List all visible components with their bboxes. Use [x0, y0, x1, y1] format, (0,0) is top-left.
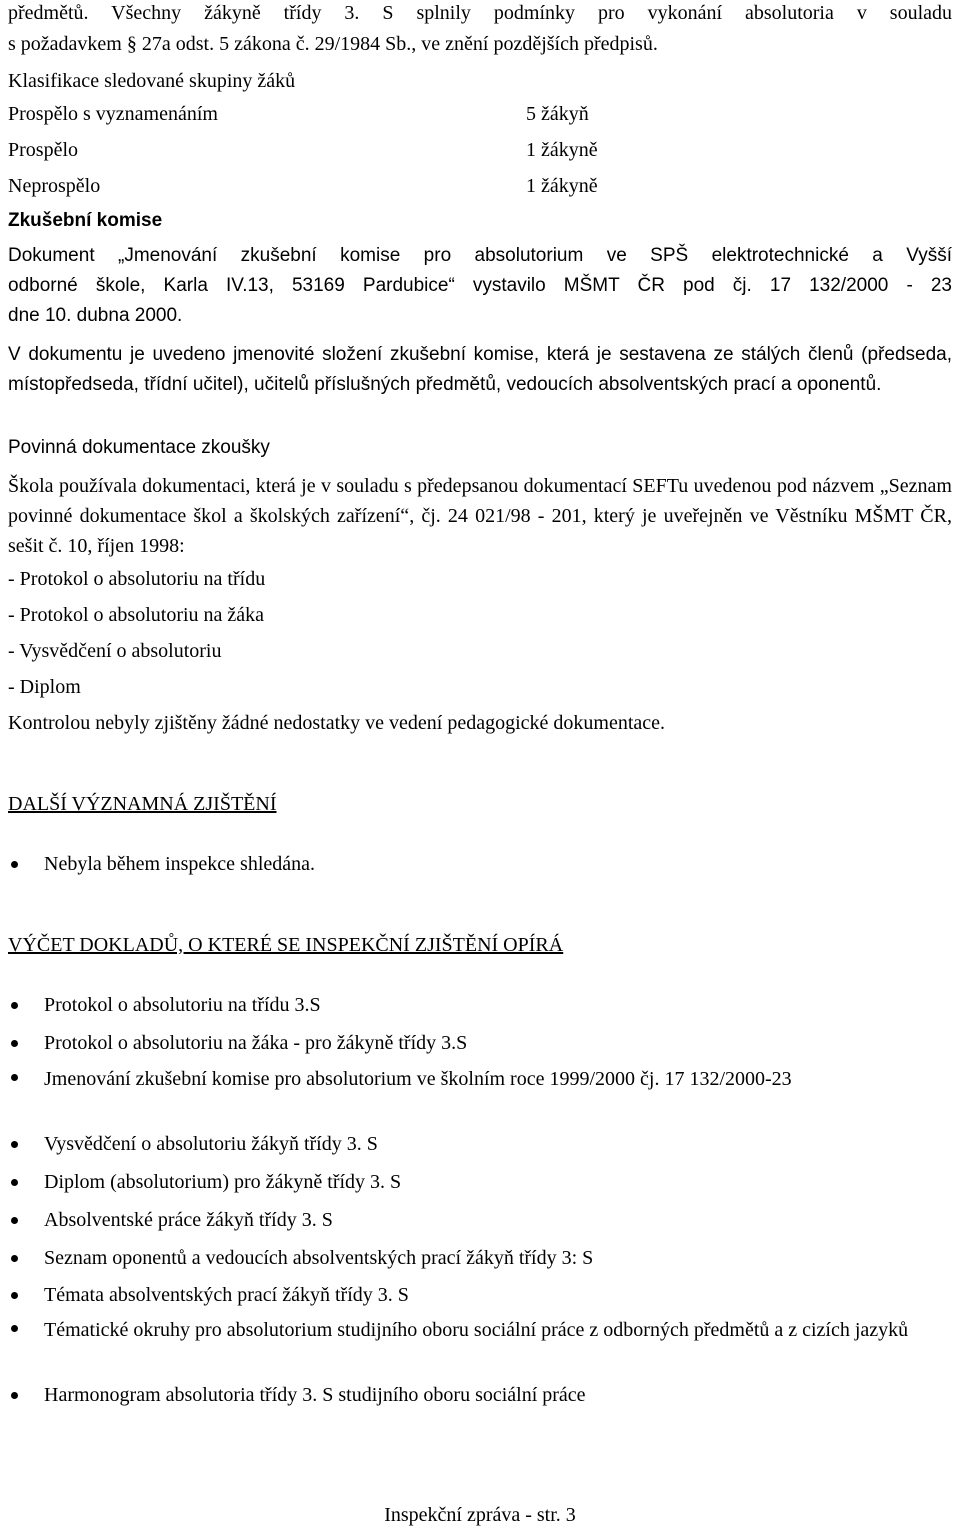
- classification-row: [8, 138, 952, 162]
- commission-line: odborné škole, Karla IV.13, 53169 Pardubice“ vystavilo MŠMT ČR pod čj. 17 132/2000 - 23: [8, 275, 952, 296]
- classification-row: [8, 102, 952, 126]
- classification-label: Prospělo: [8, 139, 78, 161]
- commission-heading: Zkušební komise: [8, 210, 163, 231]
- document-page: [8, 0, 952, 1532]
- commission-line: dne 10. dubna 2000.: [8, 305, 183, 326]
- evidence-list: [8, 993, 952, 1421]
- documentation-item: - Protokol o absolutoriu na žáka: [8, 604, 265, 626]
- evidence-item: Diplom (absolutorium) pro žákyně třídy 3. S: [8, 1170, 952, 1208]
- commission-line: Dokument „Jmenování zkušební komise pro absolutorium ve SPŠ elektrotechnické a Vyšší: [8, 245, 952, 266]
- evidence-item: Témata absolventských prací žákyň třídy 3. S: [8, 1283, 952, 1320]
- evidence-item: Tématické okruhy pro absolutorium studijního oboru sociální práce z odborných předmětů a z cizích jazyků: [8, 1316, 952, 1383]
- evidence-heading: VÝČET DOKLADŮ, O KTERÉ SE INSPEKČNÍ ZJIŠTĚNÍ OPÍRÁ: [8, 934, 564, 956]
- documentation-item: - Protokol o absolutoriu na třídu: [8, 568, 266, 590]
- documentation-heading: Povinná dokumentace zkoušky: [8, 437, 270, 458]
- documentation-item: - Diplom: [8, 676, 81, 698]
- documentation-text: Škola používala dokumentaci, která je v souladu s předepsanou dokumentací SEFTu uvedenou pod názvem „Seznam povinné dokumentace škol a školských zařízení“, čj. 24 021/98 - 201, který je uveřejněn ve Věstníku MŠMT ČR, sešit č. 10, říjen 1998:: [8, 475, 952, 557]
- commission-composition: V dokumentu je uvedeno jmenovité složení zkušební komise, která je sestavena ze stálých členů (předseda, místopředseda, třídní učitel), učitelů příslušných předmětů, vedoucích absolventských prací a oponentů.: [8, 344, 952, 395]
- documentation-conclusion: Kontrolou nebyly zjištěny žádné nedostatky ve vedení pedagogické dokumentace.: [8, 712, 666, 734]
- findings-heading: DALŠÍ VÝZNAMNÁ ZJIŠTĚNÍ: [8, 793, 277, 815]
- evidence-item: Absolventské práce žákyň třídy 3. S: [8, 1208, 952, 1246]
- evidence-item: Jmenování zkušební komise pro absolutorium ve školním roce 1999/2000 čj. 17 132/2000-23: [8, 1065, 952, 1132]
- documentation-item: - Vysvědčení o absolutoriu: [8, 640, 222, 662]
- intro-line-1: předmětů. Všechny žákyně třídy 3. S splnily podmínky pro vykonání absolutoria v souladu: [8, 2, 952, 24]
- classification-heading: Klasifikace sledované skupiny žáků: [8, 70, 296, 92]
- classification-value: 1 žákyně: [526, 139, 598, 161]
- evidence-item: Harmonogram absolutoria třídy 3. S studijního oboru sociální práce: [8, 1383, 952, 1421]
- classification-label: Prospělo s vyznamenáním: [8, 103, 218, 125]
- classification-label: Neprospělo: [8, 175, 101, 197]
- page-footer: Inspekční zpráva - str. 3: [384, 1504, 576, 1526]
- evidence-item: Seznam oponentů a vedoucích absolventských prací žákyň třídy 3: S: [8, 1246, 952, 1283]
- classification-value: 1 žákyně: [526, 175, 598, 197]
- classification-value: 5 žákyň: [526, 103, 589, 125]
- findings-item: Nebyla během inspekce shledána.: [8, 852, 952, 876]
- classification-row: [8, 174, 952, 198]
- evidence-item: Vysvědčení o absolutoriu žákyň třídy 3. S: [8, 1132, 952, 1170]
- intro-line-2: s požadavkem § 27a odst. 5 zákona č. 29/1984 Sb., ve znění pozdějších předpisů.: [8, 33, 658, 55]
- evidence-item: Protokol o absolutoriu na žáka - pro žákyně třídy 3.S: [8, 1031, 952, 1069]
- evidence-item: Protokol o absolutoriu na třídu 3.S: [8, 993, 952, 1031]
- findings-list: [8, 852, 952, 876]
